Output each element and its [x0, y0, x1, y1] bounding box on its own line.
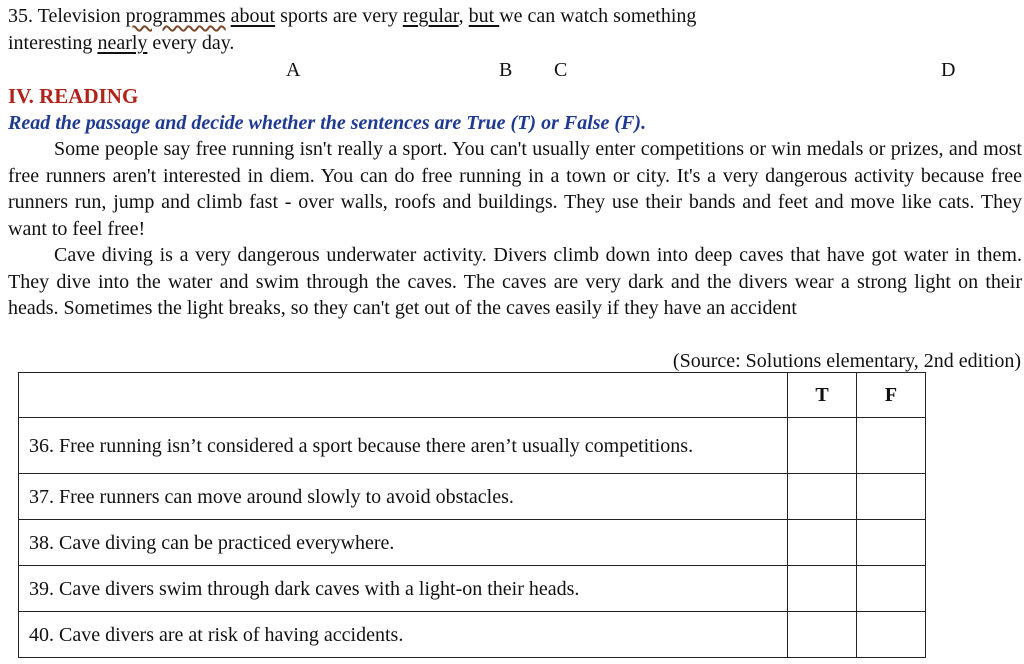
table-row	[19, 566, 926, 612]
answer-cell-true-36[interactable]	[788, 418, 857, 474]
q35-word-about: about	[230, 5, 276, 27]
table-row	[19, 612, 926, 658]
table-row	[19, 520, 926, 566]
passage-paragraph-2: Cave diving is a very dangerous underwater activity. Divers climb down into deep caves that have got water in them. They dive into the water and swim through the caves. The caves are very dark and the divers wear a strong light on their heads. Sometimes the light breaks, so they can't get out of the caves easily if they have an accident	[8, 244, 1022, 320]
question-35	[8, 3, 1008, 57]
table-header-false: F	[857, 373, 926, 418]
answer-cell-false-38[interactable]	[857, 520, 926, 566]
section-heading: IV. READING	[8, 84, 139, 108]
passage-paragraph-1: Some people say free running isn't really a sport. You can't usually enter competitions or win medals or prizes, and most free runners aren't interested in diem. You can do free running in a town or city. It's a very dangerous activity because free runners run, jump and climb fast - over walls, roofs and buildings. They use their bands and feet and move like cats. They want to feel free!	[8, 138, 1022, 240]
answer-cell-true-37[interactable]	[788, 474, 857, 520]
answer-cell-false-40[interactable]	[857, 612, 926, 658]
table-header-statement	[19, 373, 788, 418]
q35-text: sports are very	[275, 5, 403, 27]
statement-37: 37. Free runners can move around slowly to avoid obstacles.	[19, 474, 788, 520]
statement-38: 38. Cave diving can be practiced everywhere.	[19, 520, 788, 566]
statement-36: 36. Free running isn’t considered a sport because there aren’t usually competitions.	[19, 418, 788, 474]
q35-text: interesting	[8, 32, 98, 54]
q35-text: ,	[458, 5, 469, 27]
true-false-table	[18, 372, 926, 658]
q35-option-d: D	[941, 59, 956, 81]
q35-option-c: C	[554, 59, 568, 81]
answer-cell-true-39[interactable]	[788, 566, 857, 612]
table-header-true: T	[788, 373, 857, 418]
section-instruction: Read the passage and decide whether the sentences are True (T) or False (F).	[8, 112, 647, 134]
table-row	[19, 418, 926, 474]
passage-source: (Source: Solutions elementary, 2nd edition)	[672, 350, 1021, 372]
q35-option-a: A	[286, 59, 301, 81]
table-header-row	[19, 373, 926, 418]
q35-option-b: B	[499, 59, 513, 81]
answer-cell-true-40[interactable]	[788, 612, 857, 658]
answer-cell-false-39[interactable]	[857, 566, 926, 612]
answer-cell-false-36[interactable]	[857, 418, 926, 474]
q35-word-nearly: nearly	[97, 32, 148, 54]
statement-39: 39. Cave divers swim through dark caves with a light-on their heads.	[19, 566, 788, 612]
statement-40: 40. Cave divers are at risk of having accidents.	[19, 612, 788, 658]
q35-text: every day.	[147, 32, 235, 54]
answer-cell-true-38[interactable]	[788, 520, 857, 566]
q35-word-regular: regular	[402, 5, 459, 27]
answer-cell-false-37[interactable]	[857, 474, 926, 520]
table-row	[19, 474, 926, 520]
q35-word-but: but	[468, 5, 500, 27]
q35-word-programmes: programmes	[125, 5, 226, 27]
q35-text: 35. Television	[8, 5, 126, 27]
q35-text: we can watch something	[499, 5, 697, 27]
